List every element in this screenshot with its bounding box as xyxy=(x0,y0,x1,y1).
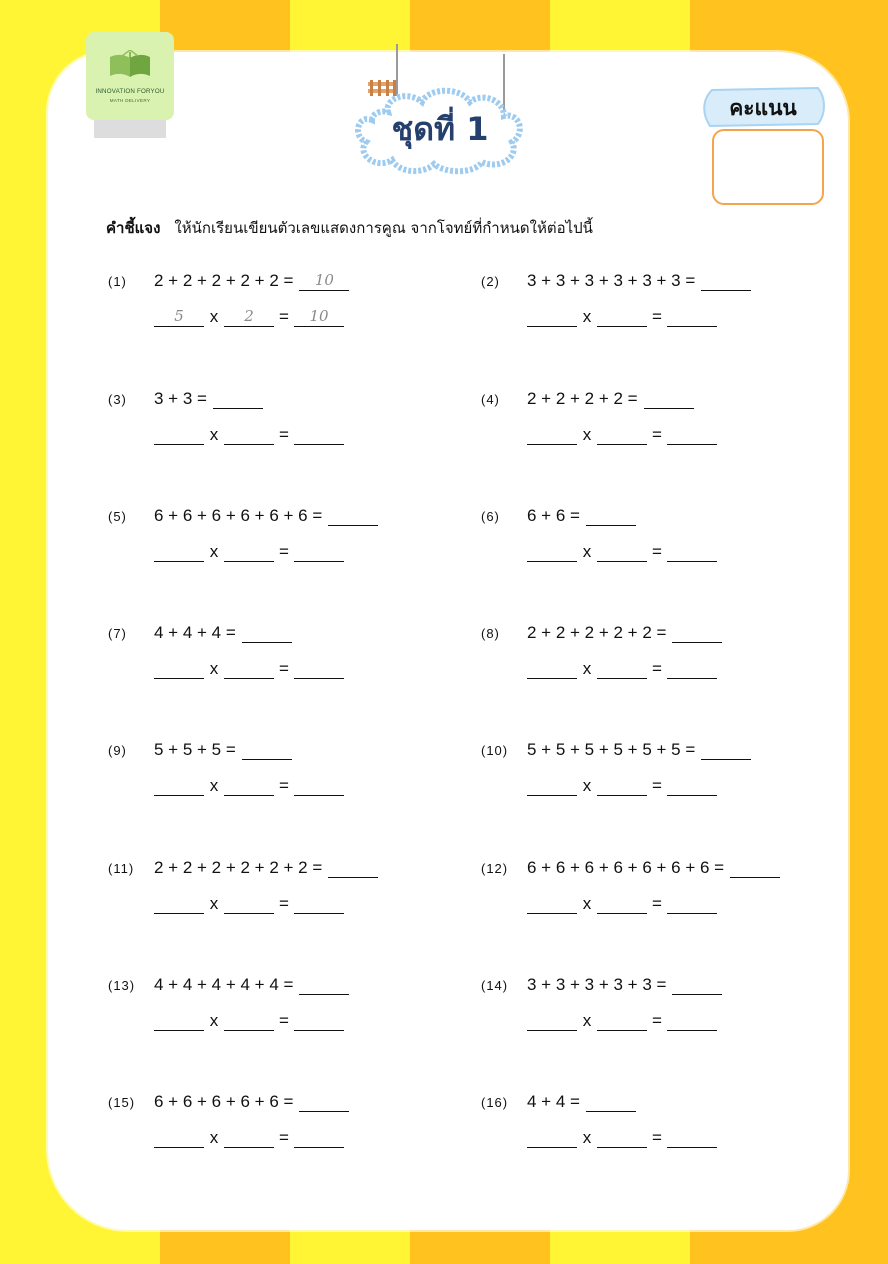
equals-symbol: = xyxy=(652,1128,662,1147)
factor1-blank[interactable] xyxy=(527,306,577,327)
problem-number: (13) xyxy=(108,978,136,993)
addition-expression xyxy=(154,388,263,409)
product-blank[interactable] xyxy=(294,775,344,796)
addition-expression xyxy=(154,1091,349,1112)
addition-expression xyxy=(154,270,349,291)
score-box[interactable] xyxy=(712,129,824,205)
multiplication-row xyxy=(154,1127,344,1148)
times-symbol: x xyxy=(209,1011,219,1030)
sum-answer-blank[interactable] xyxy=(328,857,378,878)
multiplication-row xyxy=(527,658,717,679)
multiplication-row xyxy=(154,424,344,445)
problem-number: (7) xyxy=(108,626,127,641)
expression-text: 4 + 4 + 4 + 4 + 4 = xyxy=(154,975,294,994)
problem-number: (9) xyxy=(108,743,127,758)
factor2-blank[interactable] xyxy=(597,1010,647,1031)
times-symbol: x xyxy=(209,659,219,678)
product-blank[interactable] xyxy=(667,893,717,914)
problem-number: (14) xyxy=(481,978,509,993)
fence-icon xyxy=(368,80,396,96)
problem-number: (16) xyxy=(481,1095,509,1110)
factor1-blank[interactable] xyxy=(154,893,204,914)
brand-logo xyxy=(86,32,174,120)
factor2-blank[interactable] xyxy=(224,893,274,914)
equals-symbol: = xyxy=(279,894,289,913)
addition-expression xyxy=(527,388,694,409)
expression-text: 3 + 3 = xyxy=(154,389,207,408)
product-blank[interactable]: 10 xyxy=(294,306,344,327)
addition-expression xyxy=(527,857,780,878)
logo-title: INNOVATION FORYOU xyxy=(95,88,165,95)
multiplication-row xyxy=(154,658,344,679)
problem-number: (15) xyxy=(108,1095,136,1110)
factor2-blank[interactable] xyxy=(597,541,647,562)
expression-text: 2 + 2 + 2 + 2 = xyxy=(527,389,638,408)
addition-expression xyxy=(154,622,292,643)
multiplication-row xyxy=(527,1010,717,1031)
multiplication-row xyxy=(154,775,344,796)
product-blank[interactable] xyxy=(667,1010,717,1031)
addition-expression xyxy=(527,974,722,995)
times-symbol: x xyxy=(582,659,592,678)
multiplication-row xyxy=(527,424,717,445)
multiplication-row xyxy=(154,541,344,562)
sum-answer-blank[interactable] xyxy=(213,388,263,409)
factor1-blank[interactable] xyxy=(154,658,204,679)
factor1-blank[interactable] xyxy=(527,775,577,796)
factor2-blank[interactable] xyxy=(597,775,647,796)
equals-symbol: = xyxy=(652,659,662,678)
factor1-blank[interactable] xyxy=(154,775,204,796)
addition-expression xyxy=(154,857,378,878)
sum-answer-blank[interactable]: 10 xyxy=(299,270,349,291)
expression-text: 5 + 5 + 5 = xyxy=(154,740,236,759)
factor1-blank[interactable] xyxy=(154,1010,204,1031)
instructions-text: ให้นักเรียนเขียนตัวเลขแสดงการคูณ จากโจทย์ที่กำหนดให้ต่อไปนี้ xyxy=(174,219,593,237)
equals-symbol: = xyxy=(652,776,662,795)
equals-symbol: = xyxy=(279,659,289,678)
expression-text: 6 + 6 + 6 + 6 + 6 = xyxy=(154,1092,294,1111)
factor1-blank[interactable] xyxy=(527,424,577,445)
times-symbol: x xyxy=(209,307,219,326)
expression-text: 2 + 2 + 2 + 2 + 2 + 2 = xyxy=(154,858,323,877)
set-title: ชุดที่ 1 xyxy=(391,110,489,148)
product-blank[interactable] xyxy=(294,893,344,914)
instructions xyxy=(106,216,593,240)
expression-text: 6 + 6 + 6 + 6 + 6 + 6 = xyxy=(154,506,323,525)
factor2-blank[interactable] xyxy=(224,424,274,445)
multiplication-row xyxy=(527,306,717,327)
times-symbol: x xyxy=(209,542,219,561)
product-blank[interactable] xyxy=(294,658,344,679)
problem-number: (12) xyxy=(481,861,509,876)
expression-text: 3 + 3 + 3 + 3 + 3 = xyxy=(527,975,667,994)
times-symbol: x xyxy=(209,425,219,444)
times-symbol: x xyxy=(582,894,592,913)
sum-answer-blank[interactable] xyxy=(586,1091,636,1112)
factor2-blank[interactable] xyxy=(597,893,647,914)
expression-text: 4 + 4 + 4 = xyxy=(154,623,236,642)
factor1-blank[interactable] xyxy=(154,541,204,562)
expression-text: 6 + 6 + 6 + 6 + 6 + 6 + 6 = xyxy=(527,858,725,877)
factor1-blank[interactable]: 5 xyxy=(154,306,204,327)
times-symbol: x xyxy=(209,776,219,795)
factor1-blank[interactable] xyxy=(527,1127,577,1148)
problem-number: (1) xyxy=(108,274,127,289)
sum-answer-blank[interactable] xyxy=(586,505,636,526)
sum-answer-blank[interactable] xyxy=(299,974,349,995)
expression-text: 2 + 2 + 2 + 2 + 2 = xyxy=(527,623,667,642)
equals-symbol: = xyxy=(652,425,662,444)
problem-number: (10) xyxy=(481,743,509,758)
equals-symbol: = xyxy=(652,894,662,913)
sum-answer-blank[interactable] xyxy=(242,622,292,643)
addition-expression xyxy=(527,505,636,526)
problem-number: (11) xyxy=(108,861,135,876)
problem-number: (2) xyxy=(481,274,500,289)
sum-answer-blank[interactable] xyxy=(299,1091,349,1112)
multiplication-row xyxy=(527,1127,717,1148)
addition-expression xyxy=(527,1091,636,1112)
product-blank[interactable] xyxy=(294,1127,344,1148)
problem-number: (8) xyxy=(481,626,500,641)
product-blank[interactable] xyxy=(294,424,344,445)
product-blank[interactable] xyxy=(667,424,717,445)
times-symbol: x xyxy=(582,1128,592,1147)
sum-answer-blank[interactable] xyxy=(730,857,780,878)
equals-symbol: = xyxy=(279,776,289,795)
problem-number: (4) xyxy=(481,392,500,407)
product-blank[interactable] xyxy=(667,658,717,679)
addition-expression xyxy=(154,505,378,526)
score-label: คะแนน xyxy=(729,96,797,120)
instructions-label: คำชี้แจง xyxy=(106,219,161,237)
factor2-blank[interactable] xyxy=(224,1010,274,1031)
factor2-blank[interactable]: 2 xyxy=(224,306,274,327)
product-blank[interactable] xyxy=(667,306,717,327)
factor2-blank[interactable] xyxy=(224,541,274,562)
logo-subtitle: MATH DELIVERY xyxy=(109,98,151,103)
equals-symbol: = xyxy=(279,542,289,561)
sum-answer-blank[interactable] xyxy=(328,505,378,526)
equals-symbol: = xyxy=(652,542,662,561)
problem-number: (5) xyxy=(108,509,127,524)
times-symbol: x xyxy=(582,425,592,444)
factor1-blank[interactable] xyxy=(154,424,204,445)
addition-expression xyxy=(154,739,292,760)
equals-symbol: = xyxy=(652,307,662,326)
factor1-blank[interactable] xyxy=(527,541,577,562)
multiplication-row xyxy=(527,893,717,914)
times-symbol: x xyxy=(209,894,219,913)
multiplication-row xyxy=(527,541,717,562)
factor1-blank[interactable] xyxy=(527,893,577,914)
factor2-blank[interactable] xyxy=(224,775,274,796)
product-blank[interactable] xyxy=(667,541,717,562)
product-blank[interactable] xyxy=(667,1127,717,1148)
sum-answer-blank[interactable] xyxy=(644,388,694,409)
addition-expression xyxy=(527,622,722,643)
equals-symbol: = xyxy=(279,425,289,444)
factor2-blank[interactable] xyxy=(224,1127,274,1148)
equals-symbol: = xyxy=(279,1011,289,1030)
factor2-blank[interactable] xyxy=(597,306,647,327)
times-symbol: x xyxy=(582,776,592,795)
product-blank[interactable] xyxy=(667,775,717,796)
multiplication-row xyxy=(527,775,717,796)
equals-symbol: = xyxy=(279,1128,289,1147)
expression-text: 4 + 4 = xyxy=(527,1092,580,1111)
product-blank[interactable] xyxy=(294,1010,344,1031)
addition-expression xyxy=(527,270,751,291)
times-symbol: x xyxy=(582,1011,592,1030)
sum-answer-blank[interactable] xyxy=(701,739,751,760)
factor2-blank[interactable] xyxy=(597,658,647,679)
product-blank[interactable] xyxy=(294,541,344,562)
sum-answer-blank[interactable] xyxy=(701,270,751,291)
factor2-blank[interactable] xyxy=(597,1127,647,1148)
factor1-blank[interactable] xyxy=(154,1127,204,1148)
factor1-blank[interactable] xyxy=(527,658,577,679)
expression-text: 2 + 2 + 2 + 2 + 2 = xyxy=(154,271,294,290)
factor2-blank[interactable] xyxy=(224,658,274,679)
problem-number: (3) xyxy=(108,392,127,407)
times-symbol: x xyxy=(209,1128,219,1147)
problem-number: (6) xyxy=(481,509,500,524)
expression-text: 5 + 5 + 5 + 5 + 5 + 5 = xyxy=(527,740,696,759)
multiplication-row xyxy=(154,893,344,914)
sum-answer-blank[interactable] xyxy=(672,974,722,995)
times-symbol: x xyxy=(582,307,592,326)
multiplication-row xyxy=(154,306,344,327)
sum-answer-blank[interactable] xyxy=(242,739,292,760)
open-book-icon xyxy=(108,50,152,80)
multiplication-row xyxy=(154,1010,344,1031)
equals-symbol: = xyxy=(279,307,289,326)
expression-text: 6 + 6 = xyxy=(527,506,580,525)
factor2-blank[interactable] xyxy=(597,424,647,445)
times-symbol: x xyxy=(582,542,592,561)
equals-symbol: = xyxy=(652,1011,662,1030)
factor1-blank[interactable] xyxy=(527,1010,577,1031)
addition-expression xyxy=(527,739,751,760)
expression-text: 3 + 3 + 3 + 3 + 3 + 3 = xyxy=(527,271,696,290)
sum-answer-blank[interactable] xyxy=(672,622,722,643)
addition-expression xyxy=(154,974,349,995)
